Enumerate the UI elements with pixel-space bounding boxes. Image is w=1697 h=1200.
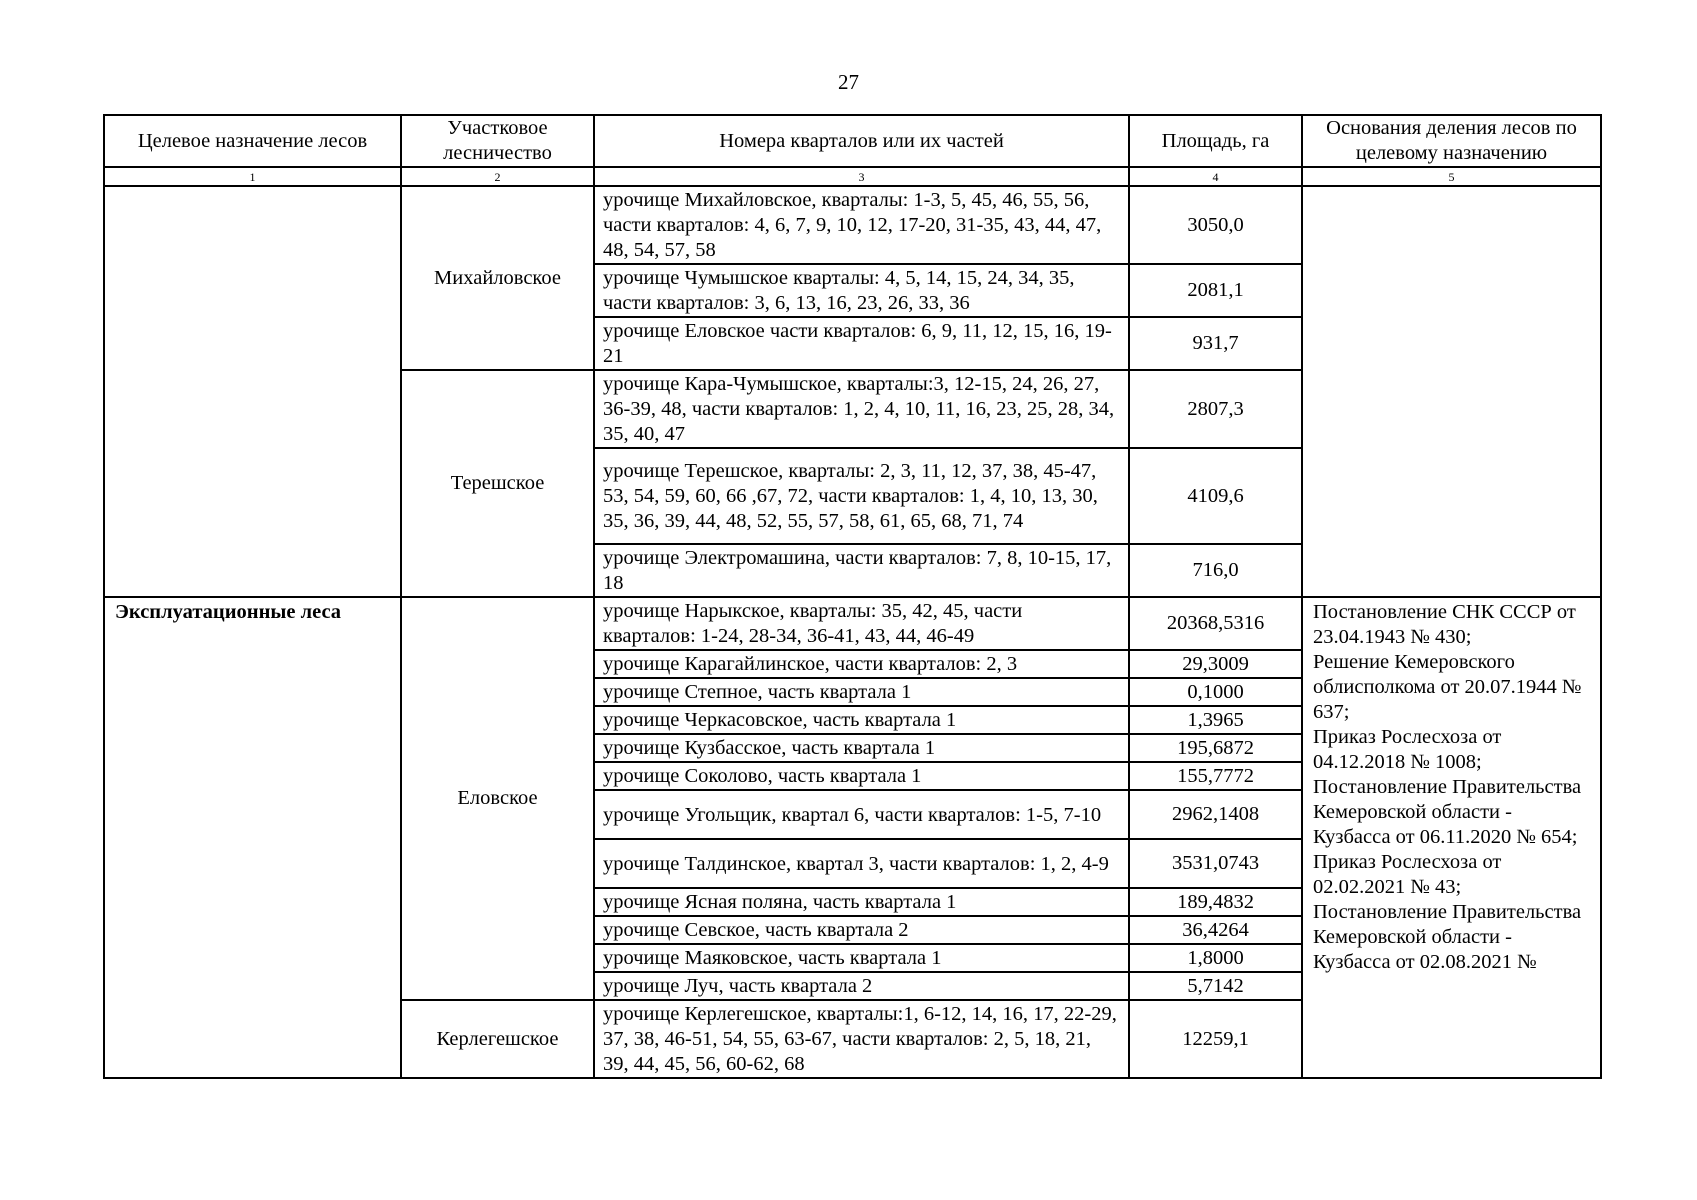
table-row: [104, 186, 1601, 264]
area-cell: 0,1000: [1129, 678, 1302, 706]
area-cell: 716,0: [1129, 544, 1302, 597]
quarters-cell: урочище Черкасовское, часть квартала 1: [594, 706, 1129, 734]
area-cell: 3531,0743: [1129, 839, 1302, 888]
quarters-cell: урочище Карагайлинское, части кварталов: 2, 3: [594, 650, 1129, 678]
quarters-cell: урочище Соколово, часть квартала 1: [594, 762, 1129, 790]
area-cell: 4109,6: [1129, 448, 1302, 544]
column-number: 3: [594, 167, 1129, 186]
quarters-cell: урочище Талдинское, квартал 3, части кварталов: 1, 2, 4-9: [594, 839, 1129, 888]
forestry-cell: Терешское: [401, 370, 594, 597]
area-cell: 189,4832: [1129, 888, 1302, 916]
quarters-cell: урочище Степное, часть квартала 1: [594, 678, 1129, 706]
header-area: Площадь, га: [1129, 115, 1302, 167]
area-cell: 12259,1: [1129, 1000, 1302, 1078]
quarters-cell: урочище Керлегешское, кварталы:1, 6-12, 14, 16, 17, 22-29, 37, 38, 46-51, 54, 55, 63-67, части кварталов: 2, 5, 18, 21, 39, 44, 45, 56, 60-62, 68: [594, 1000, 1129, 1078]
area-cell: 931,7: [1129, 317, 1302, 370]
header-quarters: Номера кварталов или их частей: [594, 115, 1129, 167]
area-cell: 2081,1: [1129, 264, 1302, 317]
quarters-cell: урочище Кара-Чумышское, кварталы:3, 12-15, 24, 26, 27, 36-39, 48, части кварталов: 1, 2, 4, 10, 11, 16, 23, 25, 28, 34, 35, 40, 47: [594, 370, 1129, 448]
header-purpose: Целевое назначение лесов: [104, 115, 401, 167]
area-cell: 3050,0: [1129, 186, 1302, 264]
area-cell: 155,7772: [1129, 762, 1302, 790]
quarters-cell: урочище Угольщик, квартал 6, части кварталов: 1-5, 7-10: [594, 790, 1129, 839]
basis-line: Приказ Рослесхоза от 02.02.2021 № 43;: [1313, 851, 1502, 898]
quarters-cell: урочище Электромашина, части кварталов: 7, 8, 10-15, 17, 18: [594, 544, 1129, 597]
quarters-cell: урочище Еловское части кварталов: 6, 9, 11, 12, 15, 16, 19-21: [594, 317, 1129, 370]
area-cell: 1,8000: [1129, 944, 1302, 972]
basis-line: Постановление Правительства Кемеровской области - Кузбасса от 02.08.2021 №: [1313, 901, 1582, 973]
column-number: 2: [401, 167, 594, 186]
column-number: 4: [1129, 167, 1302, 186]
purpose-cell-empty: [104, 186, 401, 597]
area-cell: 20368,5316: [1129, 597, 1302, 650]
header-forestry: Участковое лесничество: [401, 115, 594, 167]
quarters-cell: урочище Луч, часть квартала 2: [594, 972, 1129, 1000]
quarters-cell: урочище Чумышское кварталы: 4, 5, 14, 15, 24, 34, 35, части кварталов: 3, 6, 13, 16, 23, 26, 33, 36: [594, 264, 1129, 317]
column-number: 5: [1302, 167, 1601, 186]
area-cell: 195,6872: [1129, 734, 1302, 762]
basis-cell: [1302, 597, 1601, 1078]
quarters-cell: урочище Ясная поляна, часть квартала 1: [594, 888, 1129, 916]
quarters-cell: урочище Нарыкское, кварталы: 35, 42, 45, части кварталов: 1-24, 28-34, 36-41, 43, 44, 46-49: [594, 597, 1129, 650]
basis-cell-empty: [1302, 186, 1601, 597]
area-cell: 36,4264: [1129, 916, 1302, 944]
basis-line: Постановление Правительства Кемеровской области - Кузбасса от 06.11.2020 № 654;: [1313, 776, 1582, 848]
basis-line: Приказ Рослесхоза от 04.12.2018 № 1008;: [1313, 726, 1502, 773]
page-number: 27: [838, 70, 859, 94]
column-number: 1: [104, 167, 401, 186]
quarters-cell: урочище Михайловское, кварталы: 1-3, 5, 45, 46, 55, 56, части кварталов: 4, 6, 7, 9, 10, 12, 17-20, 31-35, 43, 44, 47, 48, 54, 57, 58: [594, 186, 1129, 264]
forestry-cell: Еловское: [401, 597, 594, 1000]
quarters-cell: урочище Кузбасское, часть квартала 1: [594, 734, 1129, 762]
area-cell: 29,3009: [1129, 650, 1302, 678]
quarters-cell: урочище Терешское, кварталы: 2, 3, 11, 12, 37, 38, 45-47, 53, 54, 59, 60, 66 ,67, 72, части кварталов: 1, 4, 10, 13, 30, 35, 36, 39, 44, 48, 52, 55, 57, 58, 61, 65, 68, 71, 74: [594, 448, 1129, 544]
basis-line: Постановление СНК СССР от 23.04.1943 № 430;: [1313, 601, 1576, 648]
header-basis: Основания деления лесов по целевому назначению: [1302, 115, 1601, 167]
forest-purpose-table: [103, 114, 1602, 1079]
table-header-row: [104, 115, 1601, 167]
area-cell: 2807,3: [1129, 370, 1302, 448]
area-cell: 1,3965: [1129, 706, 1302, 734]
quarters-cell: урочище Маяковское, часть квартала 1: [594, 944, 1129, 972]
area-cell: 2962,1408: [1129, 790, 1302, 839]
basis-line: Решение Кемеровского облисполкома от 20.07.1944 № 637;: [1313, 651, 1582, 723]
area-cell: 5,7142: [1129, 972, 1302, 1000]
column-number-row: [104, 167, 1601, 186]
forestry-cell: Михайловское: [401, 186, 594, 370]
purpose-cell: Эксплуатационные леса: [104, 597, 401, 1078]
forestry-cell: Керлегешское: [401, 1000, 594, 1078]
table-row: [104, 597, 1601, 650]
quarters-cell: урочище Севское, часть квартала 2: [594, 916, 1129, 944]
